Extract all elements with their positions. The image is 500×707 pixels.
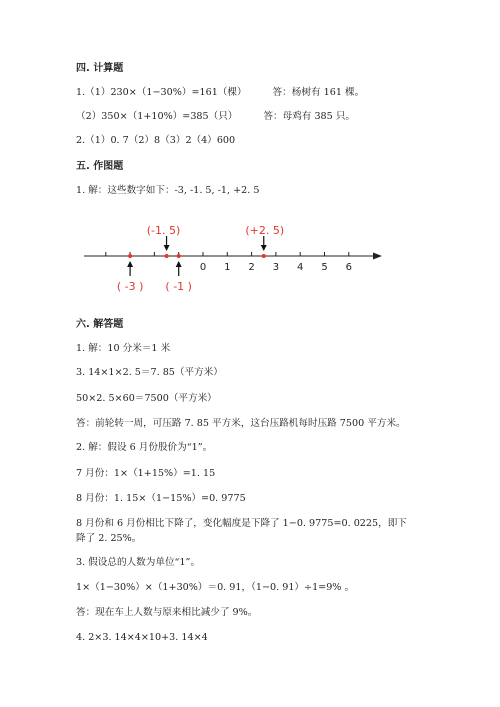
tick-label: 5	[321, 262, 328, 273]
answer-line: 3. 14×1×2. 5＝7. 85（平方米）	[76, 367, 223, 378]
answer-paragraph: 8 月份和 6 月份相比下降了，变化幅度是下降了 1−0. 9775=0. 0225，即下降了 2. 25%。	[76, 518, 407, 544]
answer-line: 4. 2×3. 14×4×10+3. 14×4	[76, 632, 208, 643]
point-marker	[262, 254, 266, 258]
point-marker	[128, 254, 132, 258]
point-label: (-1. 5)	[146, 224, 181, 237]
tick-label: 3	[272, 262, 280, 273]
answer-text: 答：杨树有 161 棵。	[272, 87, 365, 98]
answer-line: 2. 解：假设 6 月份股价为“1”。	[76, 442, 213, 453]
arrow-head-icon	[127, 261, 133, 267]
point-marker	[177, 254, 181, 258]
section-6-heading: 六. 解答题	[76, 319, 124, 330]
tick-label: 6	[345, 262, 352, 273]
answer-line: 1×（1−30%）×（1+30%）＝0. 91，（1−0. 91）÷1=9% 。	[76, 582, 355, 593]
answer-text: 答：母鸡有 385 只。	[263, 111, 356, 122]
answer-line: 8 月份：1. 15×（1−15%）=0. 9775	[76, 493, 246, 504]
axis-arrow-icon	[373, 253, 382, 260]
point-label: ( -3 )	[116, 280, 144, 293]
tick-label: 1	[224, 262, 231, 273]
answer-line: 50×2. 5×60＝7500（平方米）	[76, 393, 217, 404]
point-marker	[165, 254, 169, 258]
answer-line: 2.（1）0. 7（2）8（3）2（4）600	[76, 135, 236, 146]
tick-label: 0	[199, 262, 207, 273]
answer-line: 1. 解：这些数字如下：-3, -1. 5, -1, +2. 5	[76, 185, 260, 196]
section-4-heading: 四. 计算题	[76, 63, 124, 74]
point-label: ( -1 )	[165, 280, 192, 293]
answer-line: 1. 解：10 分米＝1 米	[76, 343, 171, 354]
arrow-head-icon	[261, 245, 267, 251]
arrow-head-icon	[176, 261, 182, 267]
section-5-heading: 五. 作图题	[76, 161, 124, 172]
answer-line: 3. 假设总的人数为单位“1”。	[76, 557, 201, 568]
point-label: (+2. 5)	[245, 224, 285, 237]
tick-label: 4	[297, 262, 304, 273]
arrow-head-icon	[164, 245, 170, 251]
answer-line: 答：前轮转一周，可压路 7. 85 平方米，这台压路机每时压路 7500 平方米。	[76, 418, 406, 429]
calc-text: （2）350×（1+10%）=385（只）	[76, 111, 238, 122]
answer-line: 7 月份：1×（1+15%）=1. 15	[76, 468, 216, 479]
answer-line: 答：现在车上人数与原来相比减少了 9%。	[76, 607, 258, 618]
calc-text: 1.（1）230×（1−30%）=161（棵）	[76, 87, 247, 98]
tick-label: 2	[248, 262, 255, 273]
